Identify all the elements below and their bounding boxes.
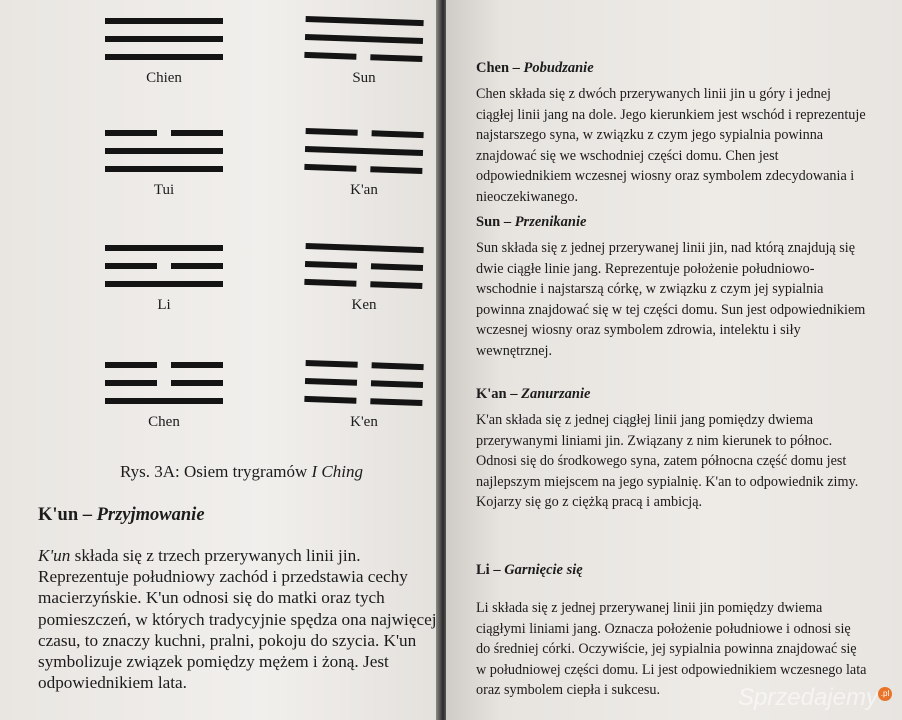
kan-heading-sep: – — [506, 386, 522, 402]
kun-heading — [38, 505, 205, 526]
chen-heading-sep: – — [509, 60, 524, 76]
li-heading-subtitle: Garnięcie się — [504, 562, 583, 578]
line-segment — [305, 378, 357, 386]
li-heading — [476, 562, 583, 579]
yin-line — [306, 360, 424, 370]
kun-paragraph-text: składa się z trzech przerywanych linii jin. Reprezentuje południowy zachód i przedstawia cechy macierzyńskie. K'un odnosi się do matki oraz tych pomieszczeń, w których tradycyjnie spędza ona najwięcej czasu, to znaczy kuchni, pralni, pokoju do szycia. K'un symbolizuje związek pomiędzy mężem i żoną. Jest odpowiednikiem lata. — [38, 546, 437, 693]
yin-line — [304, 52, 422, 62]
kan-heading-name: K'an — [476, 386, 507, 402]
yin-line — [105, 263, 223, 269]
watermark-suffix: .pl — [878, 687, 892, 701]
kun-heading-sep: – — [78, 505, 97, 525]
trigram-label: K'an — [350, 182, 378, 198]
line-segment — [105, 362, 157, 368]
yang-line — [105, 166, 223, 172]
line-segment — [370, 54, 422, 62]
figure-caption — [120, 462, 363, 482]
yin-line — [305, 261, 423, 271]
sun-heading-subtitle: Przenikanie — [514, 214, 587, 230]
chen-paragraph-text: Chen składa się z dwóch przerywanych linii jin u góry i jednej ciągłej linii jang na dole. Jego kierunkiem jest wschód i reprezentuje najstarszego syna, w związku z czym jego sypialnia powinna znajdować się we wschodniej części domu. Chen jest odpowiednikiem wczesnej wiosny oraz symbolem zdecydowania i nieoczekiwanego. — [476, 86, 866, 205]
trigram — [105, 245, 223, 287]
line-segment — [305, 261, 357, 269]
chen-heading-subtitle: Pobudzanie — [523, 60, 594, 76]
yin-line — [304, 396, 422, 406]
line-segment — [171, 130, 223, 136]
trigram — [304, 243, 423, 289]
yang-line — [105, 281, 223, 287]
line-segment — [306, 243, 424, 253]
sun-paragraph — [476, 238, 868, 362]
yang-line — [105, 18, 223, 24]
line-segment — [171, 263, 223, 269]
trigram — [105, 18, 223, 60]
line-segment — [105, 281, 223, 287]
line-segment — [306, 128, 358, 136]
trigram-label: Ken — [351, 297, 377, 313]
yang-line — [305, 34, 423, 44]
chen-paragraph — [476, 84, 868, 208]
left-page — [0, 0, 440, 720]
li-heading-name: Li — [476, 562, 490, 578]
kan-heading-subtitle: Zanurzanie — [521, 386, 591, 402]
line-segment — [304, 52, 356, 60]
line-segment — [105, 166, 223, 172]
kun-heading-subtitle: Przyjmowanie — [96, 505, 205, 525]
line-segment — [171, 380, 223, 386]
yin-line — [306, 128, 424, 138]
trigram — [304, 360, 423, 406]
sun-heading — [476, 214, 586, 231]
kan-paragraph-text: K'an składa się z jednej ciągłej linii jang pomiędzy dwiema przerywanymi liniami jin. Związany z nim kierunek to północ. Odnosi się do środkowego syna, zatem północna część domu jest najlepszym miejscem na jego sypialnię. K'an to odpowiednik zimy. Kojarzy się go z ciężką pracą i ambicją. — [476, 412, 859, 511]
line-segment — [105, 148, 223, 154]
line-segment — [371, 263, 423, 271]
line-segment — [105, 18, 223, 24]
line-segment — [305, 34, 423, 44]
trigram — [304, 16, 423, 62]
right-page — [446, 0, 902, 720]
trigram — [105, 130, 223, 172]
yin-line — [304, 164, 422, 174]
trigram-label: Sun — [352, 70, 376, 86]
sun-heading-name: Sun — [476, 214, 501, 230]
li-heading-sep: – — [489, 562, 505, 578]
line-segment — [105, 36, 223, 42]
line-segment — [105, 245, 223, 251]
line-segment — [304, 164, 356, 172]
line-segment — [305, 146, 423, 156]
line-segment — [105, 130, 157, 136]
line-segment — [105, 54, 223, 60]
chen-heading-name: Chen — [476, 60, 510, 76]
sun-paragraph-text: Sun składa się z jednej przerywanej linii jin, nad którą znajdują się dwie ciągłe linie jang. Reprezentuje położenie południowo-wschodnie i najstarszą córkę, w związku z czym jej sypialnia powinna znajdować się w tej części domu. Sun jest odpowiednikiem wczesnej wiosny oraz symbolem zdrowia, intelektu i siły wewnętrznej. — [476, 240, 866, 359]
kan-heading — [476, 386, 590, 403]
trigram-label: Li — [157, 297, 171, 313]
line-segment — [371, 380, 423, 388]
yang-line — [105, 398, 223, 404]
yang-line — [105, 54, 223, 60]
yang-line — [305, 146, 423, 156]
watermark — [738, 684, 892, 712]
yang-line — [105, 36, 223, 42]
trigram-label: Tui — [153, 182, 175, 198]
line-segment — [370, 398, 422, 406]
yang-line — [105, 148, 223, 154]
yin-line — [305, 378, 423, 388]
caption-title: I Ching — [311, 462, 363, 481]
kun-heading-name: K'un — [38, 505, 79, 525]
li-paragraph-text: Li składa się z jednej przerywanej linii jin pomiędzy dwiema ciągłymi liniami jang. Oznacza położenie południowe i odnosi się do średniej córki. Oczywiście, jej sypialnia powinna znajdować się w południowej części domu. Li jest odpowiednikiem wczesnego lata oraz symbolem ciepła i sukcesu. — [476, 600, 867, 699]
line-segment — [304, 279, 356, 287]
yin-line — [304, 279, 422, 289]
trigram-label: K'en — [350, 414, 378, 430]
yin-line — [105, 380, 223, 386]
trigram-label: Chien — [146, 70, 182, 86]
sun-heading-sep: – — [500, 214, 515, 230]
line-segment — [370, 281, 422, 289]
line-segment — [304, 396, 356, 404]
line-segment — [306, 16, 424, 26]
line-segment — [105, 380, 157, 386]
kan-paragraph — [476, 410, 868, 513]
watermark-text: Sprzedajemy — [737, 684, 878, 711]
trigram — [304, 128, 423, 174]
yang-line — [306, 16, 424, 26]
caption-text: Rys. 3A: Osiem trygramów — [120, 462, 312, 481]
line-segment — [370, 166, 422, 174]
line-segment — [171, 362, 223, 368]
line-segment — [105, 398, 223, 404]
trigram — [105, 362, 223, 404]
trigram-label: Chen — [148, 414, 180, 430]
kun-paragraph-lead: K'un — [38, 546, 71, 565]
line-segment — [306, 360, 358, 368]
yang-line — [105, 245, 223, 251]
yin-line — [105, 362, 223, 368]
yin-line — [105, 130, 223, 136]
line-segment — [372, 130, 424, 138]
line-segment — [372, 362, 424, 370]
yang-line — [306, 243, 424, 253]
line-segment — [105, 263, 157, 269]
kun-paragraph — [38, 545, 438, 693]
chen-heading — [476, 60, 594, 77]
